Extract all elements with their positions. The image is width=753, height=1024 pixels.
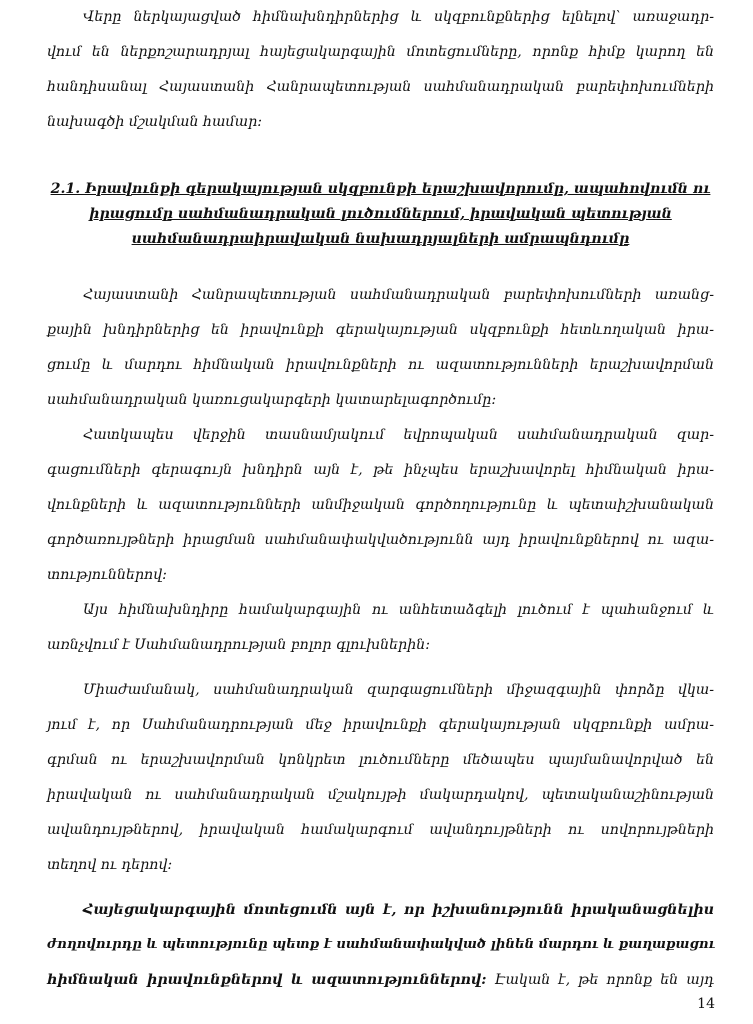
text-line: Միաժամանակ, սահմանադրական զարգացումների միջազգային փորձը վկա- xyxy=(83,682,714,698)
text-line: իրավական ու սահմանադրական մշակույթի մակարդակով, պետականաշինության xyxy=(47,787,714,803)
text-line: գացումների գերագույն խնդիրն այն է, թե ինչպես երաշխավորել հիմնական իրա- xyxy=(47,462,714,478)
text-line: տեղով ու դերով: xyxy=(47,857,173,873)
section-heading: իրացումը սահմանադրական լուծումներում, իրավական պետության xyxy=(89,206,672,222)
text-line: նախագծի մշակման համար: xyxy=(47,114,263,130)
text-line: տություններով: xyxy=(47,567,167,583)
text-line: առնչվում է Սահմանադրության բոլոր գլուխներին: xyxy=(47,637,430,653)
text-line-bold: ժողովուրդը և պետությունը պետք է սահմանափակված լինեն մարդու և քաղաքացու xyxy=(47,937,716,952)
text-line: Այս հիմնախնդիրը համակարգային ու անհետաձգելի լուծում է պահանջում և xyxy=(83,602,714,618)
text-line: հանդիսանալ Հայաստանի Հանրապետության սահմանադրական բարեփոխումների xyxy=(47,79,714,95)
text-line: վում են ներքոշարադրյալ հայեցակարգային մոտեցումները, որոնք հիմք կարող են xyxy=(47,44,714,60)
text-line: քային խնդիրներից են իրավունքի գերակայության սկզբունքի հետևողական իրա- xyxy=(47,322,714,338)
text-line-bold: Հայեցակարգային մոտեցումն այն է, որ իշխանությունն իրականացնելիս xyxy=(83,902,714,918)
text-line: վունքների և ազատությունների անմիջական գործողությունը և պետաիշխանական xyxy=(47,497,714,513)
text-line: Հատկապես վերջին տասնամյակում եվրոպական սահմանադրական զար- xyxy=(83,427,714,443)
text-line: յում է, որ Սահմանադրության մեջ իրավունքի գերակայության սկզբունքի ամրա- xyxy=(47,717,714,733)
text-line: ավանդույթներով, իրավական համակարգում ավանդույթների ու սովորույթների xyxy=(47,822,714,838)
page-number: 14 xyxy=(697,996,715,1012)
section-heading: 2.1. Իրավունքի գերակայության սկզբունքի երաշխավորումը, ապահովումն ու xyxy=(50,181,711,197)
text-line-mixed xyxy=(47,967,714,993)
text-line: ցումը և մարդու հիմնական իրավունքների ու ազատությունների երաշխավորման xyxy=(47,357,714,373)
text-line: Հայաստանի Հանրապետության սահմանադրական բարեփոխումների առանց- xyxy=(83,287,714,303)
text-line: գրման ու երաշխավորման կոնկրետ լուծումները մեծապես պայմանավորված են xyxy=(47,752,714,768)
bold-fragment: հիմնական իրավունքներով և ազատություններով: xyxy=(47,972,487,988)
section-heading: սահմանադրաիրավական նախադրյալների ամրապնդումը xyxy=(131,231,630,247)
text-line: գործառույթների իրացման սահմանափակվածությունն այդ իրավունքներով ու ազա- xyxy=(47,532,714,548)
text-line: Վերը ներկայացված հիմնախնդիրներից և սկզբունքներից ելնելով՝ առաջադր- xyxy=(83,9,714,25)
text-line: սահմանադրական կառուցակարգերի կատարելագործումը: xyxy=(47,392,497,408)
normal-fragment: Էական է, թե որոնք են այդ xyxy=(486,972,714,988)
